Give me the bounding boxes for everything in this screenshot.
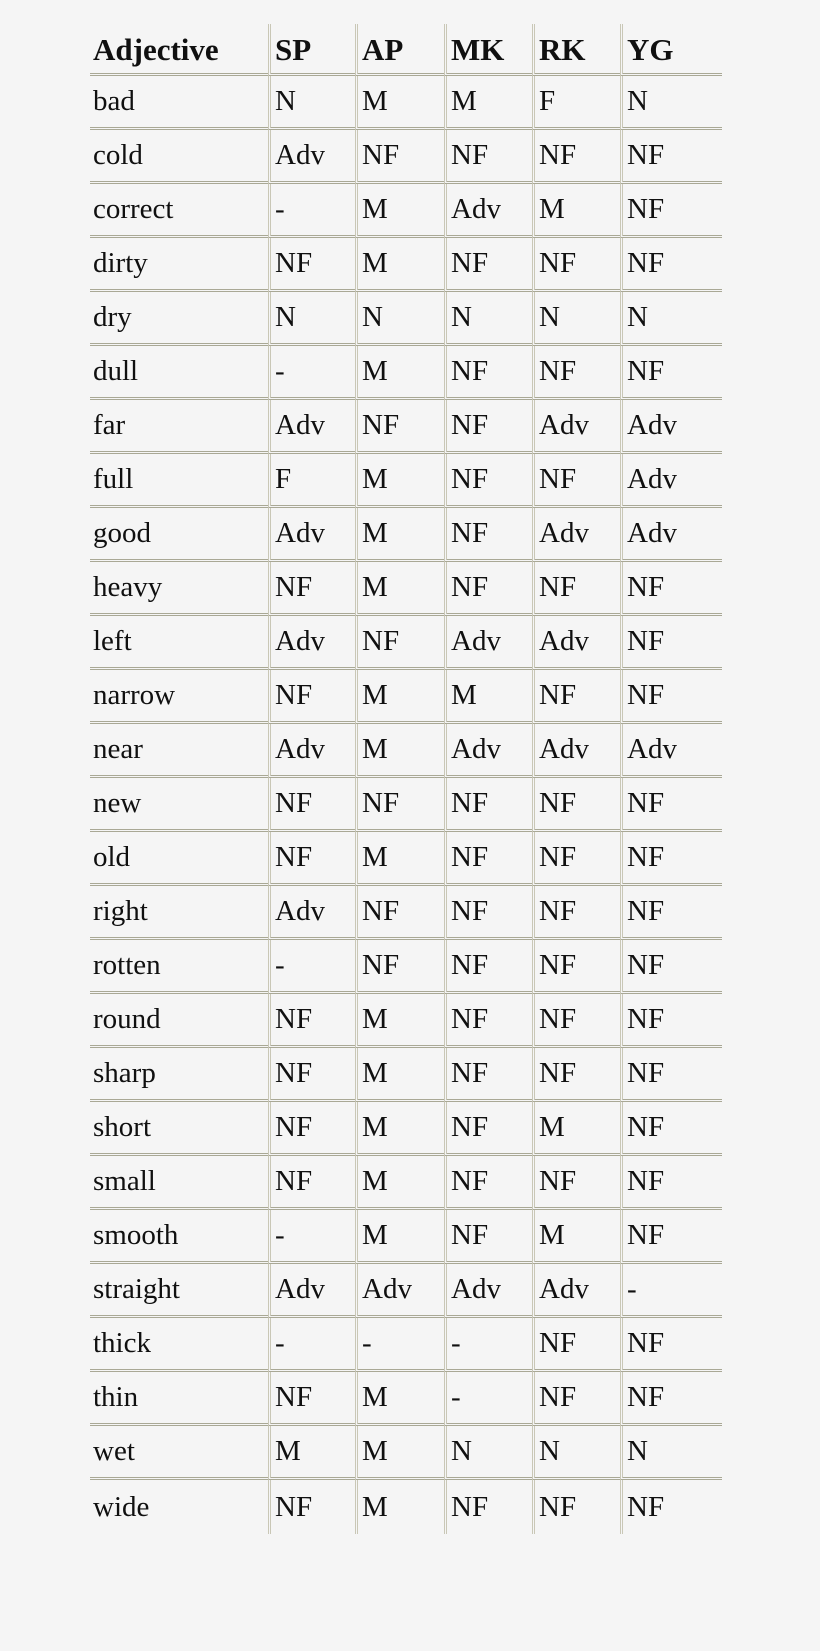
cell-ap: M [355, 508, 444, 562]
cell-mk: NF [444, 238, 532, 292]
cell-mk: NF [444, 562, 532, 616]
cell-ap: NF [355, 616, 444, 670]
cell-mk: NF [444, 454, 532, 508]
cell-ap: NF [355, 886, 444, 940]
cell-mk: NF [444, 1048, 532, 1102]
cell-ap: NF [355, 130, 444, 184]
cell-sp: Adv [268, 1264, 355, 1318]
cell-rk: NF [532, 1372, 620, 1426]
cell-ap: - [355, 1318, 444, 1372]
cell-sp: Adv [268, 130, 355, 184]
cell-rk: NF [532, 1156, 620, 1210]
cell-mk: Adv [444, 1264, 532, 1318]
cell-ap: M [355, 454, 444, 508]
cell-adjective: dry [90, 292, 268, 346]
cell-yg: Adv [620, 400, 722, 454]
cell-yg: N [620, 76, 722, 130]
cell-ap: M [355, 1372, 444, 1426]
table-row [90, 346, 722, 400]
cell-rk: NF [532, 1318, 620, 1372]
cell-mk: NF [444, 400, 532, 454]
cell-yg: NF [620, 1480, 722, 1534]
cell-sp: NF [268, 832, 355, 886]
cell-sp: N [268, 76, 355, 130]
cell-yg: - [620, 1264, 722, 1318]
cell-adjective: left [90, 616, 268, 670]
table-row [90, 832, 722, 886]
cell-mk: - [444, 1372, 532, 1426]
table-row [90, 1048, 722, 1102]
cell-mk: - [444, 1318, 532, 1372]
cell-rk: N [532, 292, 620, 346]
cell-mk: Adv [444, 724, 532, 778]
cell-yg: NF [620, 1048, 722, 1102]
cell-mk: NF [444, 994, 532, 1048]
cell-mk: Adv [444, 184, 532, 238]
cell-mk: NF [444, 1156, 532, 1210]
table-row [90, 292, 722, 346]
cell-mk: M [444, 670, 532, 724]
table-body [90, 76, 722, 1534]
cell-rk: NF [532, 130, 620, 184]
cell-adjective: rotten [90, 940, 268, 994]
cell-rk: M [532, 1210, 620, 1264]
table-row [90, 238, 722, 292]
cell-rk: NF [532, 778, 620, 832]
cell-ap: M [355, 184, 444, 238]
cell-rk: Adv [532, 1264, 620, 1318]
cell-rk: F [532, 76, 620, 130]
cell-adjective: small [90, 1156, 268, 1210]
cell-adjective: straight [90, 1264, 268, 1318]
cell-yg: NF [620, 184, 722, 238]
cell-sp: F [268, 454, 355, 508]
table-row [90, 940, 722, 994]
table-row [90, 1264, 722, 1318]
table-row [90, 508, 722, 562]
table-header-row [90, 24, 722, 76]
cell-rk: M [532, 1102, 620, 1156]
cell-sp: Adv [268, 508, 355, 562]
cell-sp: Adv [268, 886, 355, 940]
cell-sp: NF [268, 562, 355, 616]
cell-ap: M [355, 724, 444, 778]
cell-rk: NF [532, 994, 620, 1048]
cell-ap: NF [355, 778, 444, 832]
cell-mk: NF [444, 778, 532, 832]
cell-yg: NF [620, 238, 722, 292]
cell-adjective: dirty [90, 238, 268, 292]
cell-yg: NF [620, 670, 722, 724]
cell-sp: NF [268, 670, 355, 724]
cell-adjective: sharp [90, 1048, 268, 1102]
cell-adjective: thin [90, 1372, 268, 1426]
cell-rk: Adv [532, 724, 620, 778]
cell-rk: N [532, 1426, 620, 1480]
cell-rk: Adv [532, 616, 620, 670]
cell-yg: NF [620, 562, 722, 616]
cell-sp: - [268, 1210, 355, 1264]
table-row [90, 724, 722, 778]
cell-adjective: correct [90, 184, 268, 238]
cell-rk: NF [532, 886, 620, 940]
cell-ap: M [355, 1426, 444, 1480]
cell-mk: NF [444, 940, 532, 994]
table-row [90, 184, 722, 238]
cell-adjective: cold [90, 130, 268, 184]
cell-sp: M [268, 1426, 355, 1480]
cell-adjective: bad [90, 76, 268, 130]
cell-ap: M [355, 562, 444, 616]
cell-sp: - [268, 184, 355, 238]
cell-yg: NF [620, 1210, 722, 1264]
cell-sp: Adv [268, 616, 355, 670]
cell-ap: M [355, 1210, 444, 1264]
cell-adjective: far [90, 400, 268, 454]
cell-mk: NF [444, 130, 532, 184]
cell-rk: M [532, 184, 620, 238]
cell-ap: M [355, 76, 444, 130]
cell-yg: NF [620, 1102, 722, 1156]
cell-ap: M [355, 1102, 444, 1156]
cell-ap: M [355, 832, 444, 886]
cell-sp: NF [268, 1048, 355, 1102]
column-header-rk: RK [532, 24, 620, 76]
table-row [90, 1102, 722, 1156]
cell-sp: - [268, 346, 355, 400]
table-row [90, 130, 722, 184]
table-row [90, 994, 722, 1048]
cell-rk: NF [532, 670, 620, 724]
cell-adjective: dull [90, 346, 268, 400]
cell-ap: NF [355, 940, 444, 994]
cell-ap: NF [355, 400, 444, 454]
table-row [90, 778, 722, 832]
cell-adjective: full [90, 454, 268, 508]
cell-mk: NF [444, 1210, 532, 1264]
cell-adjective: heavy [90, 562, 268, 616]
table-row [90, 616, 722, 670]
cell-ap: M [355, 1048, 444, 1102]
cell-rk: Adv [532, 508, 620, 562]
cell-sp: NF [268, 778, 355, 832]
cell-mk: NF [444, 886, 532, 940]
cell-rk: NF [532, 562, 620, 616]
cell-mk: N [444, 292, 532, 346]
cell-adjective: new [90, 778, 268, 832]
cell-ap: M [355, 670, 444, 724]
cell-mk: NF [444, 1102, 532, 1156]
cell-adjective: old [90, 832, 268, 886]
cell-yg: Adv [620, 454, 722, 508]
column-header-sp: SP [268, 24, 355, 76]
cell-ap: M [355, 346, 444, 400]
cell-adjective: round [90, 994, 268, 1048]
cell-sp: - [268, 940, 355, 994]
cell-yg: Adv [620, 508, 722, 562]
table-row [90, 670, 722, 724]
cell-yg: NF [620, 1156, 722, 1210]
table-row [90, 454, 722, 508]
cell-adjective: narrow [90, 670, 268, 724]
cell-mk: NF [444, 508, 532, 562]
column-header-mk: MK [444, 24, 532, 76]
table-row [90, 1372, 722, 1426]
cell-yg: Adv [620, 724, 722, 778]
table-header [90, 24, 722, 76]
cell-adjective: short [90, 1102, 268, 1156]
cell-sp: N [268, 292, 355, 346]
cell-adjective: right [90, 886, 268, 940]
cell-yg: N [620, 1426, 722, 1480]
cell-adjective: good [90, 508, 268, 562]
cell-yg: NF [620, 994, 722, 1048]
cell-rk: NF [532, 1048, 620, 1102]
cell-ap: Adv [355, 1264, 444, 1318]
cell-rk: NF [532, 454, 620, 508]
cell-yg: N [620, 292, 722, 346]
cell-sp: NF [268, 1156, 355, 1210]
cell-yg: NF [620, 346, 722, 400]
table-row [90, 562, 722, 616]
column-header-yg: YG [620, 24, 722, 76]
cell-mk: M [444, 76, 532, 130]
cell-yg: NF [620, 940, 722, 994]
cell-mk: NF [444, 832, 532, 886]
adjective-comparison-table [90, 24, 722, 1534]
cell-ap: M [355, 238, 444, 292]
cell-adjective: wide [90, 1480, 268, 1534]
cell-sp: NF [268, 238, 355, 292]
cell-mk: N [444, 1426, 532, 1480]
cell-adjective: smooth [90, 1210, 268, 1264]
cell-yg: NF [620, 616, 722, 670]
cell-ap: N [355, 292, 444, 346]
cell-ap: M [355, 994, 444, 1048]
table-row [90, 400, 722, 454]
cell-ap: M [355, 1156, 444, 1210]
cell-yg: NF [620, 1372, 722, 1426]
cell-ap: M [355, 1480, 444, 1534]
cell-yg: NF [620, 1318, 722, 1372]
cell-sp: Adv [268, 724, 355, 778]
cell-yg: NF [620, 886, 722, 940]
table-row [90, 886, 722, 940]
cell-mk: NF [444, 346, 532, 400]
cell-adjective: near [90, 724, 268, 778]
cell-sp: NF [268, 994, 355, 1048]
cell-sp: NF [268, 1480, 355, 1534]
table-row [90, 1426, 722, 1480]
cell-yg: NF [620, 832, 722, 886]
cell-mk: Adv [444, 616, 532, 670]
cell-rk: NF [532, 940, 620, 994]
column-header-ap: AP [355, 24, 444, 76]
cell-rk: NF [532, 1480, 620, 1534]
cell-adjective: wet [90, 1426, 268, 1480]
table-row [90, 1210, 722, 1264]
cell-yg: NF [620, 778, 722, 832]
cell-sp: NF [268, 1372, 355, 1426]
cell-rk: NF [532, 238, 620, 292]
cell-sp: NF [268, 1102, 355, 1156]
table-row [90, 1156, 722, 1210]
cell-rk: NF [532, 346, 620, 400]
table-row [90, 1480, 722, 1534]
cell-sp: - [268, 1318, 355, 1372]
column-header-adjective: Adjective [90, 24, 268, 76]
cell-yg: NF [620, 130, 722, 184]
cell-mk: NF [444, 1480, 532, 1534]
cell-adjective: thick [90, 1318, 268, 1372]
table-row [90, 76, 722, 130]
cell-rk: Adv [532, 400, 620, 454]
cell-rk: NF [532, 832, 620, 886]
table-row [90, 1318, 722, 1372]
cell-sp: Adv [268, 400, 355, 454]
